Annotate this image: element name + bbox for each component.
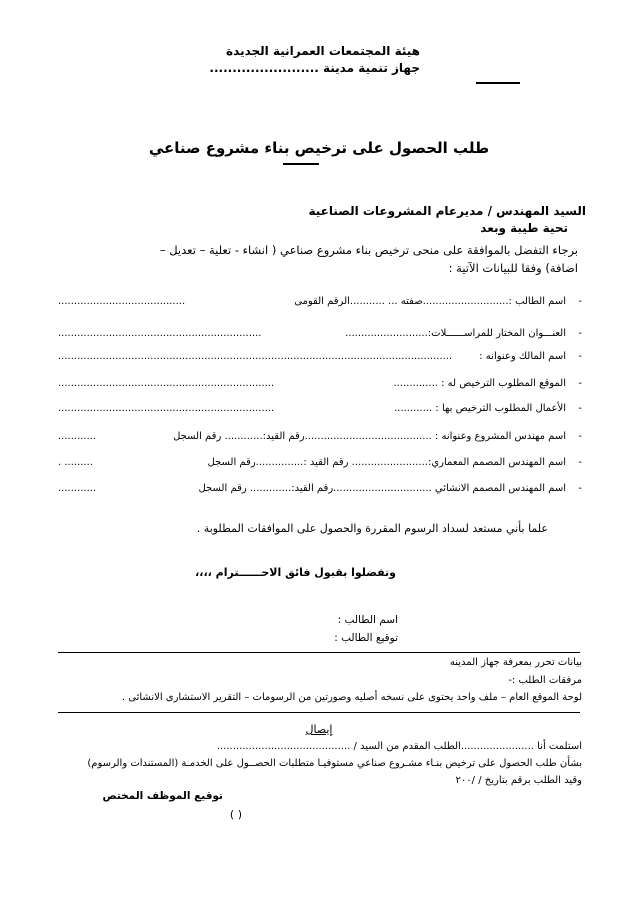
greeting: تحية طيبة وبعد — [480, 221, 568, 235]
request-line-2: اضافة) وفقا للبيانات الآتية : — [448, 261, 578, 275]
title-underline — [283, 163, 319, 165]
field-label: اسم الطالب :...........................صفته ... ...........الرقم القومى — [294, 296, 566, 307]
field-dots: ................................................................ — [58, 328, 262, 339]
divider — [58, 652, 580, 653]
addressee: السيد المهندس / مديرعام المشروعات الصناعية — [308, 204, 586, 218]
field-label: اسم مهندس المشروع وعنوانه : ........................................رقم القيد:............ رقم السجل — [173, 431, 566, 442]
receipt-line-2: بشأن طلب الحصول على ترخيص بنـاء مشـروع صناعي مستوفيـا متطلبات الحصــول على الخدمـة (المستندات والرسوم) — [87, 758, 582, 769]
field-dots: ............................................................................................................................ — [58, 351, 453, 362]
bullet: - — [578, 378, 582, 389]
field-label: العنـــوان المختار للمراســــــلات:.......................... — [345, 328, 566, 339]
header-underline — [476, 82, 520, 84]
bullet: - — [578, 431, 582, 442]
receipt-title: إيصال — [305, 723, 333, 736]
employee-signature-box[interactable]: ( ) — [229, 808, 242, 821]
receipt-line-1: استلمت أنا .......................الطلب المقدم من السيد / .......................................... — [216, 741, 582, 752]
bullet: - — [578, 328, 582, 339]
divider — [58, 712, 580, 713]
field-dots: .................................................................... — [58, 403, 275, 414]
applicant-name-label[interactable]: اسم الطالب : — [337, 614, 398, 626]
office-heading: بيانات تحرر بمعرفة جهاز المدينه — [449, 657, 582, 668]
field-dots: ............ — [58, 483, 97, 494]
field-label: اسم المالك وعنوانه : — [479, 351, 566, 362]
field-label: الأعمال المطلوب الترخيص بها : ............ — [394, 403, 566, 414]
field-dots: ......... . — [58, 457, 93, 468]
bullet: - — [578, 457, 582, 468]
city-agency: جهاز تنمية مدينة ........................ — [209, 61, 420, 75]
authority-name: هيئة المجتمعات العمرانية الجديدة — [226, 44, 420, 58]
field-dots: ........................................ — [58, 296, 186, 307]
field-label: اسم المهندس المصمم المعماري:........................ رقم القيد :...............رقم السجل — [207, 457, 566, 468]
attachments-text: لوحة الموقع العام – ملف واحد يحتوى على نسخه أصليه وصورتين من الرسومات – التقرير الاستشارى الانشائى . — [121, 692, 582, 703]
field-dots: .................................................................... — [58, 378, 275, 389]
bullet: - — [578, 351, 582, 362]
attachments-label: مرفقات الطلب :- — [508, 675, 582, 686]
bullet: - — [578, 296, 582, 307]
receipt-line-3: وقيد الطلب برقم بتاريخ / /٢٠٠ — [455, 775, 582, 786]
closing-phrase: وتفضلوا بقبول فائق الاحــــــترام ،،،، — [195, 566, 396, 579]
field-label: الموقع المطلوب الترخيص له : .............. — [393, 378, 566, 389]
form-title: طلب الحصول على ترخيص بناء مشروع صناعي — [148, 139, 490, 157]
request-line-1: برجاء التفضل بالموافقة على منحى ترخيص بناء مشروع صناعي ( انشاء - تعلية – تعديل – — [159, 243, 578, 257]
field-dots: ............ — [58, 431, 97, 442]
bullet: - — [578, 483, 582, 494]
employee-signature-title: توقيع الموظف المختص — [102, 790, 223, 802]
bullet: - — [578, 403, 582, 414]
applicant-signature-label[interactable]: توقيع الطالب : — [334, 632, 398, 644]
field-label: اسم المهندس المصمم الانشائي ...............................رقم القيد:............. رقم السجل — [198, 483, 566, 494]
fees-note: علما بأني مستعد لسداد الرسوم المقررة والحصول على الموافقات المطلوبة . — [196, 522, 548, 535]
